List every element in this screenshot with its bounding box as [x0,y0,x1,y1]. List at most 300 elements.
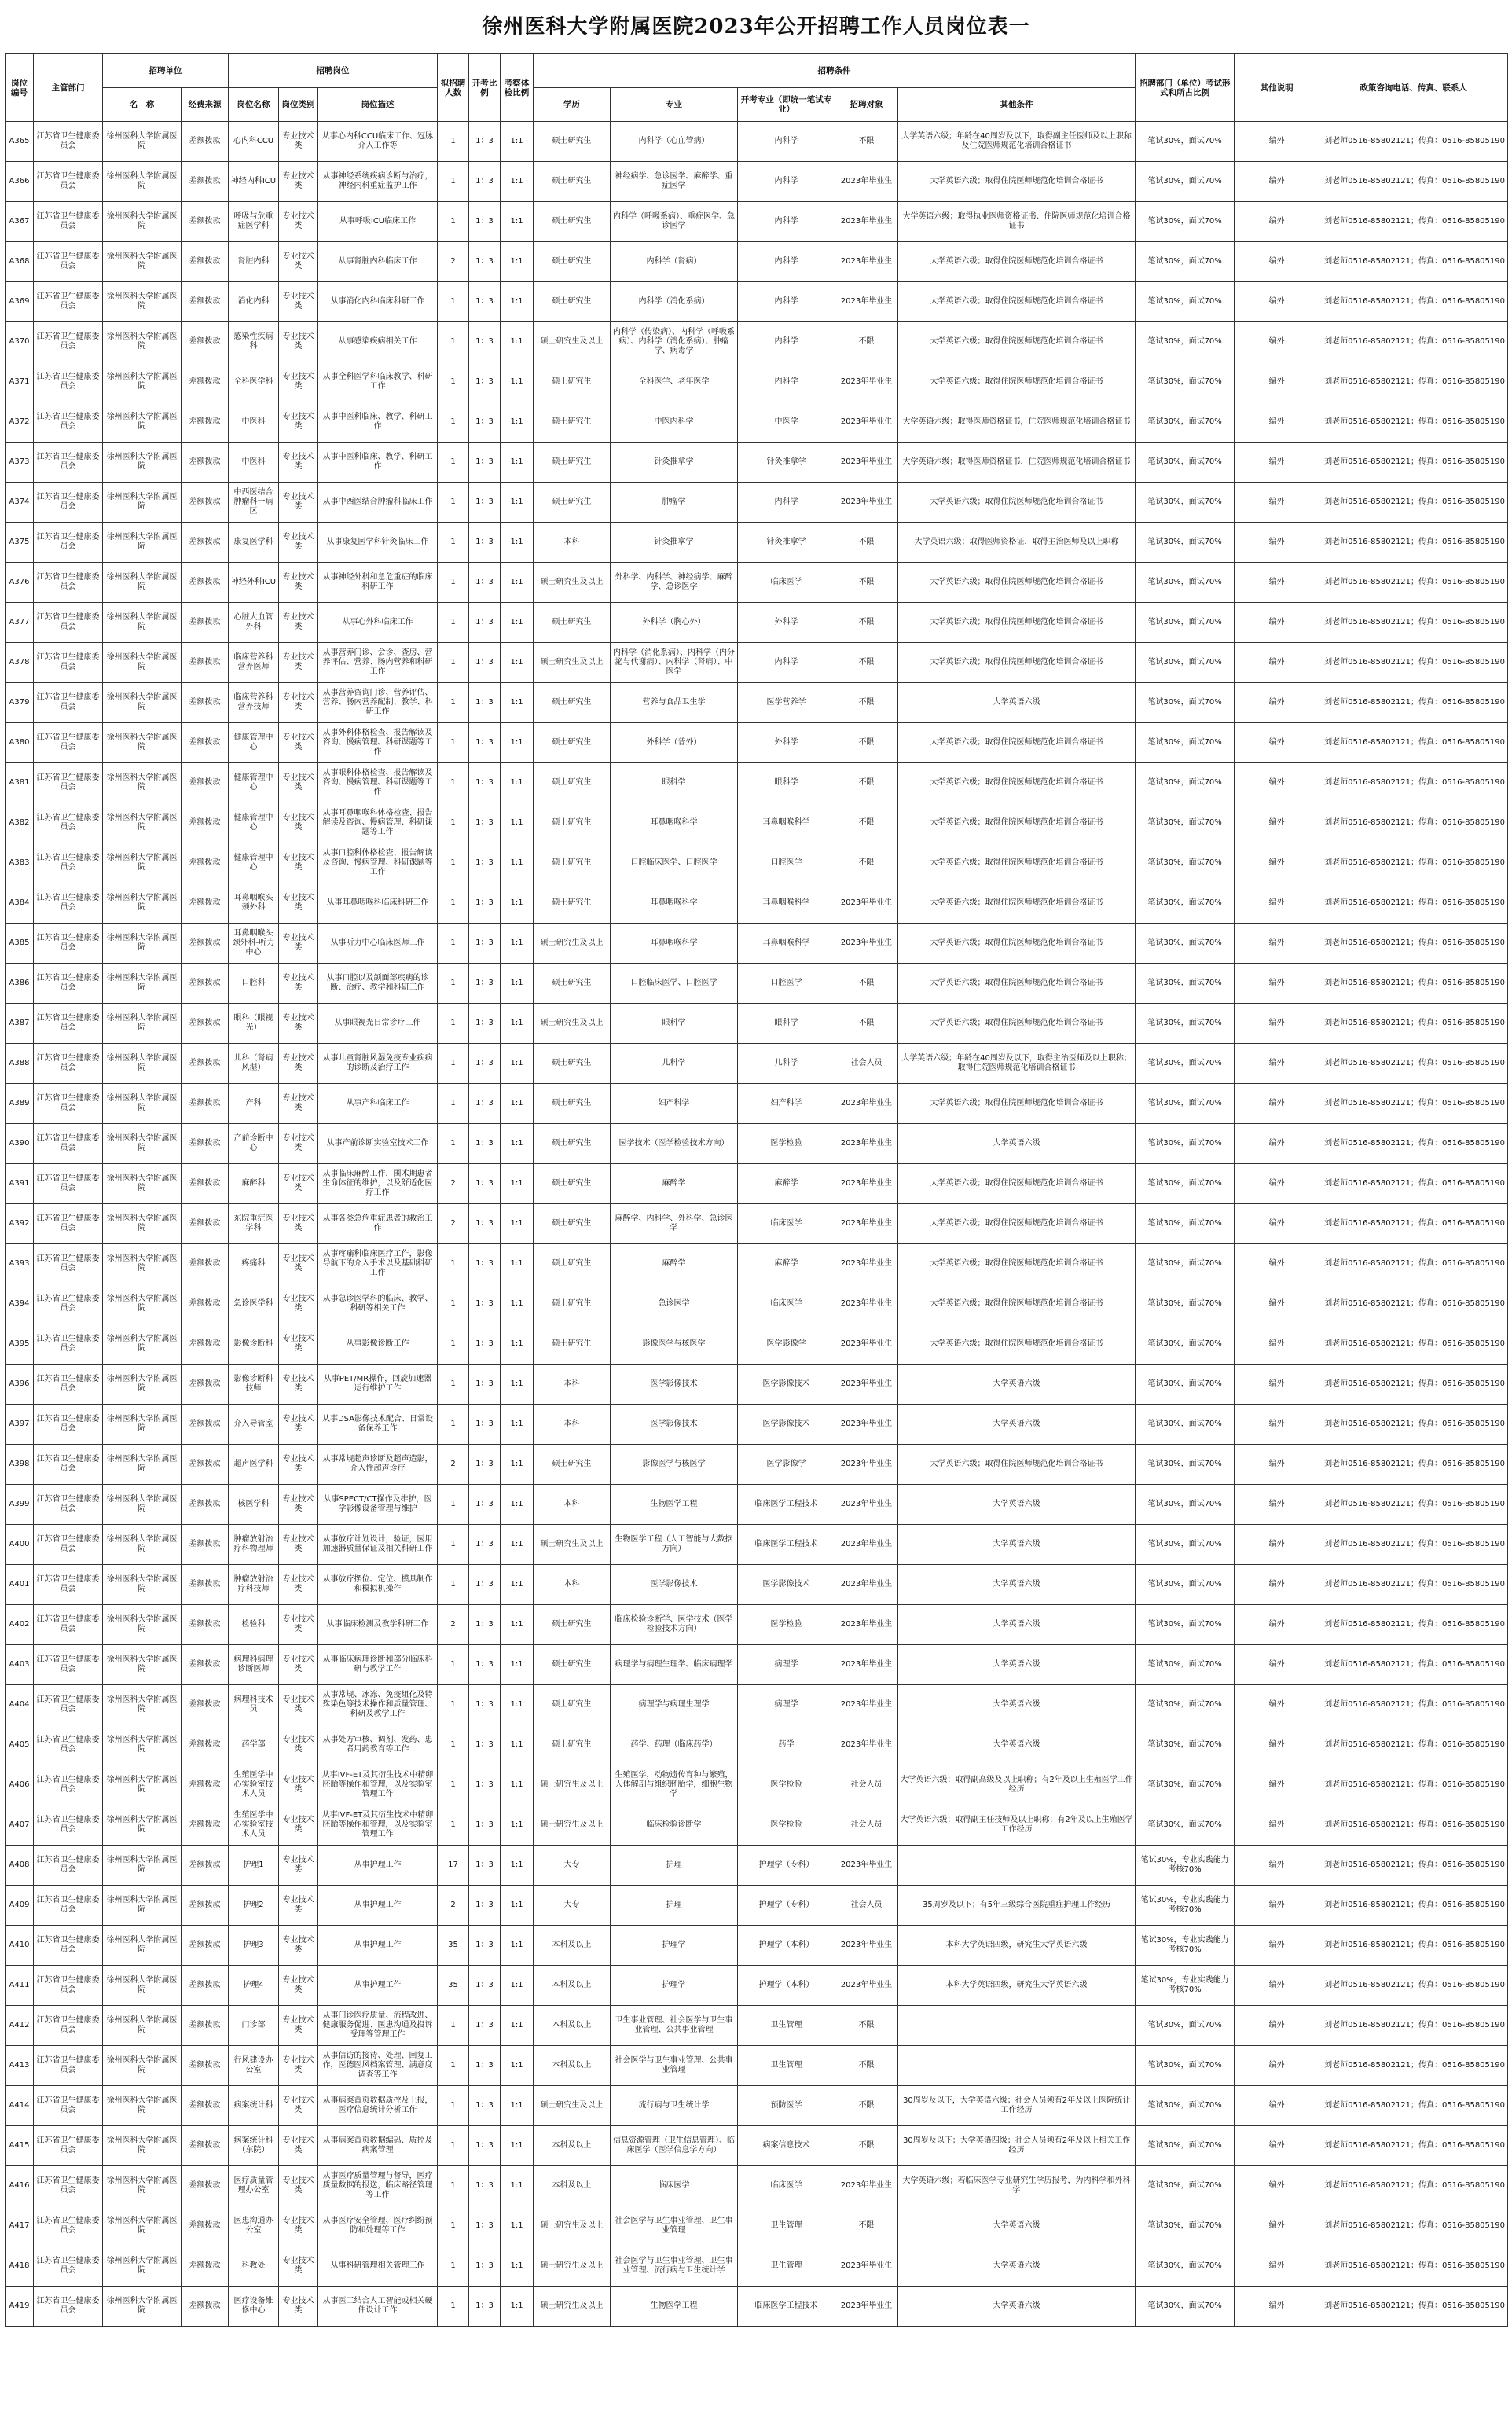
cell-post: 健康管理中心 [229,803,279,843]
cell-target: 社会人员 [835,1805,898,1846]
table-row [6,883,1508,924]
cell-exam-major: 卫生管理 [738,2046,835,2086]
cell-code: A389 [6,1084,34,1124]
cell-ratio: 1：3 [469,483,501,523]
cell-exam-ratio: 1:1 [501,1886,534,1926]
cell-count: 1 [438,2006,469,2046]
cell-dept: 江苏省卫生健康委员会 [34,1525,103,1565]
cell-post: 急诊医学科 [229,1284,279,1324]
cell-count: 1 [438,683,469,723]
cell-exam-major: 儿科学 [738,1044,835,1084]
cell-exam-form: 笔试30%，专业实践能力考核70% [1136,1846,1235,1886]
cell-dept: 江苏省卫生健康委员会 [34,723,103,763]
cell-contact: 刘老师0516-85802121；传真：0516-85805190 [1319,162,1508,202]
cell-note: 编外 [1235,443,1319,483]
cell-dept: 江苏省卫生健康委员会 [34,282,103,322]
cell-ratio: 1：3 [469,1605,501,1645]
cell-note: 编外 [1235,1324,1319,1365]
cell-unit: 徐州医科大学附属医院 [103,1445,182,1485]
cell-count: 1 [438,362,469,402]
cell-exam-major: 内科学 [738,162,835,202]
cell-exam-major: 临床医学工程技术 [738,2287,835,2327]
cell-count: 1 [438,402,469,443]
cell-note: 编外 [1235,1044,1319,1084]
cell-exam-major: 临床医学工程技术 [738,1525,835,1565]
cell-other [898,2046,1136,2086]
cell-target: 2023年毕业生 [835,1846,898,1886]
cell-funding: 差额拨款 [182,1805,229,1846]
cell-edu: 本科及以上 [534,2046,611,2086]
cell-exam-form: 笔试30%，面试70% [1136,603,1235,643]
cell-unit: 徐州医科大学附属医院 [103,523,182,563]
cell-exam-major: 卫生管理 [738,2246,835,2287]
cell-note: 编外 [1235,1244,1319,1284]
cell-major: 护理学 [611,1926,738,1966]
cell-exam-ratio: 1:1 [501,362,534,402]
cell-desc: 从事儿童肾脏风湿免疫专业疾病的诊断及治疗工作 [318,1044,438,1084]
cell-desc: 从事DSA影像技术配合、日常设备保养工作 [318,1405,438,1445]
cell-contact: 刘老师0516-85802121；传真：0516-85805190 [1319,443,1508,483]
cell-ratio: 1：3 [469,282,501,322]
cell-desc: 从事心外科临床工作 [318,603,438,643]
table-row [6,1365,1508,1405]
cell-major: 病理学与病理生理学 [611,1685,738,1725]
cell-target: 2023年毕业生 [835,1405,898,1445]
cell-funding: 差额拨款 [182,1445,229,1485]
table-row [6,1004,1508,1044]
cell-desc: 从事耳鼻咽喉科临床科研工作 [318,883,438,924]
cell-target: 2023年毕业生 [835,1565,898,1605]
cell-edu: 硕士研究生 [534,843,611,883]
cell-exam-ratio: 1:1 [501,1124,534,1164]
cell-note: 编外 [1235,2206,1319,2246]
table-row [6,2206,1508,2246]
cell-contact: 刘老师0516-85802121；传真：0516-85805190 [1319,1645,1508,1685]
cell-unit: 徐州医科大学附属医院 [103,362,182,402]
cell-edu: 硕士研究生及以上 [534,1004,611,1044]
cell-note: 编外 [1235,162,1319,202]
cell-desc: 从事医工结合人工智能或相关硬件设计工作 [318,2287,438,2327]
cell-count: 1 [438,643,469,683]
cell-contact: 刘老师0516-85802121；传真：0516-85805190 [1319,1805,1508,1846]
cell-type: 专业技术类 [279,683,318,723]
table-row [6,1926,1508,1966]
cell-code: A391 [6,1164,34,1204]
cell-exam-ratio: 1:1 [501,843,534,883]
cell-exam-form: 笔试30%，面试70% [1136,803,1235,843]
cell-ratio: 1：3 [469,1805,501,1846]
table-row [6,1044,1508,1084]
cell-desc: 从事常规、冰冻、免疫组化及特殊染色等技术操作和质量管理、科研及教学工作 [318,1685,438,1725]
cell-other: 大学英语六级；取得住院医师规范化培训合格证书 [898,803,1136,843]
cell-exam-major: 内科学 [738,362,835,402]
cell-post: 健康管理中心 [229,843,279,883]
cell-dept: 江苏省卫生健康委员会 [34,1445,103,1485]
cell-ratio: 1：3 [469,1645,501,1685]
cell-other: 大学英语六级；取得住院医师规范化培训合格证书 [898,603,1136,643]
cell-post: 介入导管室 [229,1405,279,1445]
cell-note: 编外 [1235,1164,1319,1204]
table-row [6,1204,1508,1244]
cell-major: 外科学、内科学、神经病学、麻醉学、急诊医学 [611,563,738,603]
table-row [6,1605,1508,1645]
cell-post: 门诊部 [229,2006,279,2046]
cell-other: 大学英语六级；取得住院医师规范化培训合格证书 [898,643,1136,683]
cell-type: 专业技术类 [279,1244,318,1284]
header-exam-form: 招聘部门（单位）考试形式和所占比例 [1136,54,1235,122]
cell-funding: 差额拨款 [182,1846,229,1886]
cell-type: 专业技术类 [279,2086,318,2126]
cell-ratio: 1：3 [469,563,501,603]
cell-ratio: 1：3 [469,603,501,643]
cell-funding: 差额拨款 [182,162,229,202]
cell-count: 1 [438,1284,469,1324]
cell-exam-form: 笔试30%，面试70% [1136,1725,1235,1765]
cell-note: 编外 [1235,1645,1319,1685]
cell-other: 大学英语六级；取得医师资格证书，住院医师规范化培训合格证书 [898,402,1136,443]
cell-unit: 徐州医科大学附属医院 [103,2166,182,2206]
cell-target: 不限 [835,803,898,843]
cell-post: 呼吸与危重症医学科 [229,202,279,242]
cell-count: 35 [438,1966,469,2006]
cell-target: 2023年毕业生 [835,202,898,242]
cell-note: 编外 [1235,1365,1319,1405]
cell-other: 大学英语六级；年龄在40周岁及以下，取得副主任医师及以上职称及住院医师规范化培训合格证书 [898,122,1136,162]
cell-dept: 江苏省卫生健康委员会 [34,162,103,202]
cell-ratio: 1：3 [469,883,501,924]
cell-code: A400 [6,1525,34,1565]
cell-major: 护理 [611,1886,738,1926]
cell-other: 30周岁及以下；大学英语四级；社会人员须有2年及以上相关工作经历 [898,2126,1136,2166]
cell-other: 大学英语六级；取得住院医师规范化培训合格证书 [898,362,1136,402]
cell-desc: 从事护理工作 [318,1966,438,2006]
cell-desc: 从事肾脏内科临床工作 [318,242,438,282]
cell-post: 肿瘤放射治疗科物理师 [229,1525,279,1565]
cell-type: 专业技术类 [279,1645,318,1685]
cell-edu: 硕士研究生及以上 [534,563,611,603]
cell-post: 口腔科 [229,964,279,1004]
cell-post: 生殖医学中心实验室技术人员 [229,1805,279,1846]
cell-exam-ratio: 1:1 [501,2287,534,2327]
cell-major: 卫生事业管理、社会医学与卫生事业管理、公共事业管理 [611,2006,738,2046]
cell-code: A372 [6,402,34,443]
recruitment-table [5,53,1508,2327]
cell-note: 编外 [1235,1966,1319,2006]
cell-target: 不限 [835,2086,898,2126]
table-row [6,1966,1508,2006]
cell-exam-major: 内科学 [738,483,835,523]
cell-unit: 徐州医科大学附属医院 [103,242,182,282]
cell-dept: 江苏省卫生健康委员会 [34,1565,103,1605]
cell-dept: 江苏省卫生健康委员会 [34,523,103,563]
cell-exam-major: 口腔医学 [738,964,835,1004]
cell-exam-form: 笔试30%，面试70% [1136,1605,1235,1645]
cell-exam-major: 内科学 [738,242,835,282]
cell-major: 耳鼻咽喉科学 [611,883,738,924]
cell-dept: 江苏省卫生健康委员会 [34,1485,103,1525]
cell-target: 不限 [835,683,898,723]
cell-post: 影像诊断科技师 [229,1365,279,1405]
cell-note: 编外 [1235,1284,1319,1324]
cell-dept: 江苏省卫生健康委员会 [34,242,103,282]
cell-major: 外科学（普外） [611,723,738,763]
table-row [6,2287,1508,2327]
cell-major: 外科学（胸心外） [611,603,738,643]
cell-contact: 刘老师0516-85802121；传真：0516-85805190 [1319,1846,1508,1886]
cell-exam-ratio: 1:1 [501,643,534,683]
cell-dept: 江苏省卫生健康委员会 [34,1725,103,1765]
cell-funding: 差额拨款 [182,362,229,402]
cell-funding: 差额拨款 [182,603,229,643]
cell-major: 护理 [611,1846,738,1886]
cell-dept: 江苏省卫生健康委员会 [34,1605,103,1645]
cell-exam-ratio: 1:1 [501,1605,534,1645]
cell-other: 大学英语六级；取得执业医师资格证书、住院医师规范化培训合格证书 [898,202,1136,242]
cell-post: 心内科CCU [229,122,279,162]
cell-count: 1 [438,162,469,202]
cell-major: 针灸推拿学 [611,443,738,483]
cell-code: A376 [6,563,34,603]
cell-note: 编外 [1235,1565,1319,1605]
cell-dept: 江苏省卫生健康委员会 [34,603,103,643]
cell-unit: 徐州医科大学附属医院 [103,563,182,603]
cell-funding: 差额拨款 [182,202,229,242]
cell-count: 1 [438,1765,469,1805]
cell-exam-major: 耳鼻咽喉科学 [738,803,835,843]
cell-contact: 刘老师0516-85802121；传真：0516-85805190 [1319,1445,1508,1485]
cell-exam-form: 笔试30%，面试70% [1136,1324,1235,1365]
cell-dept: 江苏省卫生健康委员会 [34,402,103,443]
cell-edu: 本科及以上 [534,1926,611,1966]
cell-dept: 江苏省卫生健康委员会 [34,1846,103,1886]
cell-target: 不限 [835,603,898,643]
table-row [6,1164,1508,1204]
cell-edu: 硕士研究生及以上 [534,2246,611,2287]
cell-other: 大学英语六级 [898,2287,1136,2327]
cell-exam-ratio: 1:1 [501,1805,534,1846]
cell-edu: 硕士研究生 [534,883,611,924]
cell-count: 1 [438,2086,469,2126]
cell-exam-ratio: 1:1 [501,162,534,202]
cell-funding: 差额拨款 [182,122,229,162]
cell-post: 病理科病理诊断医师 [229,1645,279,1685]
table-row [6,242,1508,282]
cell-dept: 江苏省卫生健康委员会 [34,803,103,843]
cell-post: 影像诊断科 [229,1324,279,1365]
cell-unit: 徐州医科大学附属医院 [103,282,182,322]
cell-contact: 刘老师0516-85802121；传真：0516-85805190 [1319,2166,1508,2206]
cell-exam-ratio: 1:1 [501,483,534,523]
cell-ratio: 1：3 [469,1244,501,1284]
cell-code: A393 [6,1244,34,1284]
cell-major: 内科学（消化系病） [611,282,738,322]
cell-exam-major: 医学检验 [738,1765,835,1805]
cell-exam-form: 笔试30%，面试70% [1136,924,1235,964]
cell-note: 编外 [1235,1004,1319,1044]
cell-exam-major: 医学营养学 [738,683,835,723]
cell-post: 临床营养科营养技师 [229,683,279,723]
cell-funding: 差额拨款 [182,443,229,483]
cell-count: 2 [438,1605,469,1645]
cell-count: 1 [438,1725,469,1765]
cell-major: 生物医学工程（人工智能与大数据方向） [611,1525,738,1565]
cell-type: 专业技术类 [279,1324,318,1365]
cell-unit: 徐州医科大学附属医院 [103,2086,182,2126]
cell-funding: 差额拨款 [182,1525,229,1565]
cell-type: 专业技术类 [279,2287,318,2327]
cell-desc: 从事PET/MR操作，回旋加速器运行维护工作 [318,1365,438,1405]
table-row [6,763,1508,803]
cell-major: 内科学（心血管病） [611,122,738,162]
cell-count: 1 [438,964,469,1004]
cell-exam-ratio: 1:1 [501,924,534,964]
cell-code: A367 [6,202,34,242]
cell-other: 大学英语六级；取得住院医师规范化培训合格证书 [898,322,1136,362]
cell-exam-major: 护理学（专科） [738,1886,835,1926]
cell-exam-ratio: 1:1 [501,282,534,322]
cell-unit: 徐州医科大学附属医院 [103,122,182,162]
cell-unit: 徐州医科大学附属医院 [103,803,182,843]
cell-code: A396 [6,1365,34,1405]
cell-exam-ratio: 1:1 [501,1725,534,1765]
cell-exam-ratio: 1:1 [501,1405,534,1445]
page-title: 徐州医科大学附属医院2023年公开招聘工作人员岗位表一 [482,15,1030,39]
cell-target: 2023年毕业生 [835,362,898,402]
cell-count: 1 [438,1525,469,1565]
cell-edu: 硕士研究生 [534,723,611,763]
cell-unit: 徐州医科大学附属医院 [103,1525,182,1565]
cell-unit: 徐州医科大学附属医院 [103,1324,182,1365]
cell-ratio: 1：3 [469,1966,501,2006]
cell-type: 专业技术类 [279,2126,318,2166]
cell-note: 编外 [1235,2166,1319,2206]
cell-dept: 江苏省卫生健康委员会 [34,763,103,803]
cell-major: 中医内科学 [611,402,738,443]
cell-exam-form: 笔试30%，面试70% [1136,2086,1235,2126]
cell-post: 生殖医学中心实验室技术人员 [229,1765,279,1805]
cell-exam-ratio: 1:1 [501,322,534,362]
cell-code: A408 [6,1846,34,1886]
table-row [6,2006,1508,2046]
cell-contact: 刘老师0516-85802121；传真：0516-85805190 [1319,563,1508,603]
table-row [6,563,1508,603]
cell-dept: 江苏省卫生健康委员会 [34,1284,103,1324]
cell-desc: 从事疼痛科临床医疗工作，影像导航下的介入手术以及基础科研工作 [318,1244,438,1284]
cell-target: 2023年毕业生 [835,1926,898,1966]
cell-note: 编外 [1235,282,1319,322]
cell-target: 2023年毕业生 [835,883,898,924]
cell-other: 大学英语六级；取得住院医师规范化培训合格证书 [898,843,1136,883]
table-row [6,723,1508,763]
table-row [6,1886,1508,1926]
cell-desc: 从事中医科临床、教学、科研工作 [318,443,438,483]
cell-funding: 差额拨款 [182,964,229,1004]
cell-major: 耳鼻咽喉科学 [611,803,738,843]
cell-target: 2023年毕业生 [835,242,898,282]
cell-count: 1 [438,1324,469,1365]
cell-count: 1 [438,2246,469,2287]
cell-major: 社会医学与卫生事业管理、卫生事业管理、流行病与卫生统计学 [611,2246,738,2287]
cell-note: 编外 [1235,2006,1319,2046]
cell-major: 生物医学工程 [611,1485,738,1525]
cell-edu: 硕士研究生 [534,282,611,322]
cell-edu: 硕士研究生及以上 [534,2287,611,2327]
header-post-desc: 岗位描述 [318,88,438,122]
cell-edu: 硕士研究生 [534,1445,611,1485]
cell-post: 护理1 [229,1846,279,1886]
cell-exam-form: 笔试30%，面试70% [1136,723,1235,763]
cell-exam-form: 笔试30%，面试70% [1136,2126,1235,2166]
cell-ratio: 1：3 [469,2086,501,2126]
cell-note: 编外 [1235,964,1319,1004]
cell-unit: 徐州医科大学附属医院 [103,2206,182,2246]
cell-type: 专业技术类 [279,563,318,603]
cell-major: 全科医学、老年医学 [611,362,738,402]
cell-code: A410 [6,1926,34,1966]
cell-post: 产科 [229,1084,279,1124]
cell-ratio: 1：3 [469,1725,501,1765]
cell-target: 2023年毕业生 [835,483,898,523]
cell-code: A394 [6,1284,34,1324]
cell-edu: 硕士研究生 [534,242,611,282]
cell-unit: 徐州医科大学附属医院 [103,1244,182,1284]
cell-type: 专业技术类 [279,2006,318,2046]
cell-code: A380 [6,723,34,763]
cell-note: 编外 [1235,2126,1319,2166]
cell-exam-ratio: 1:1 [501,1765,534,1805]
cell-code: A385 [6,924,34,964]
cell-code: A395 [6,1324,34,1365]
header-contact: 政策咨询电话、传真、联系人 [1319,54,1508,122]
cell-other: 大学英语六级；取得住院医师规范化培训合格证书 [898,563,1136,603]
cell-funding: 差额拨款 [182,2206,229,2246]
cell-type: 专业技术类 [279,2206,318,2246]
cell-exam-major: 耳鼻咽喉科学 [738,924,835,964]
cell-desc: 从事耳鼻咽喉科体格检查、报告解读及咨询、慢病管理、科研课题等工作 [318,803,438,843]
cell-unit: 徐州医科大学附属医院 [103,964,182,1004]
table-row [6,282,1508,322]
cell-note: 编外 [1235,1926,1319,1966]
cell-count: 1 [438,122,469,162]
cell-other: 大学英语六级；取得住院医师规范化培训合格证书 [898,282,1136,322]
cell-exam-form: 笔试30%，面试70% [1136,362,1235,402]
cell-funding: 差额拨款 [182,2166,229,2206]
cell-unit: 徐州医科大学附属医院 [103,1365,182,1405]
cell-exam-ratio: 1:1 [501,1004,534,1044]
cell-desc: 从事各类急危重症患者的救治工作 [318,1204,438,1244]
table-row [6,2246,1508,2287]
cell-contact: 刘老师0516-85802121；传真：0516-85805190 [1319,2246,1508,2287]
cell-code: A411 [6,1966,34,2006]
cell-ratio: 1：3 [469,1284,501,1324]
cell-post: 行风建设办公室 [229,2046,279,2086]
cell-target: 2023年毕业生 [835,1084,898,1124]
cell-exam-major: 眼科学 [738,1004,835,1044]
cell-target: 不限 [835,643,898,683]
cell-contact: 刘老师0516-85802121；传真：0516-85805190 [1319,683,1508,723]
cell-other: 35周岁及以下；有5年三级综合医院重症护理工作经历 [898,1886,1136,1926]
cell-exam-form: 笔试30%，面试70% [1136,322,1235,362]
cell-count: 1 [438,443,469,483]
cell-target: 2023年毕业生 [835,1685,898,1725]
cell-major: 急诊医学 [611,1284,738,1324]
cell-edu: 硕士研究生及以上 [534,1525,611,1565]
cell-major: 医学影像技术 [611,1405,738,1445]
cell-type: 专业技术类 [279,282,318,322]
cell-other [898,2006,1136,2046]
cell-major: 眼科学 [611,763,738,803]
cell-ratio: 1：3 [469,683,501,723]
